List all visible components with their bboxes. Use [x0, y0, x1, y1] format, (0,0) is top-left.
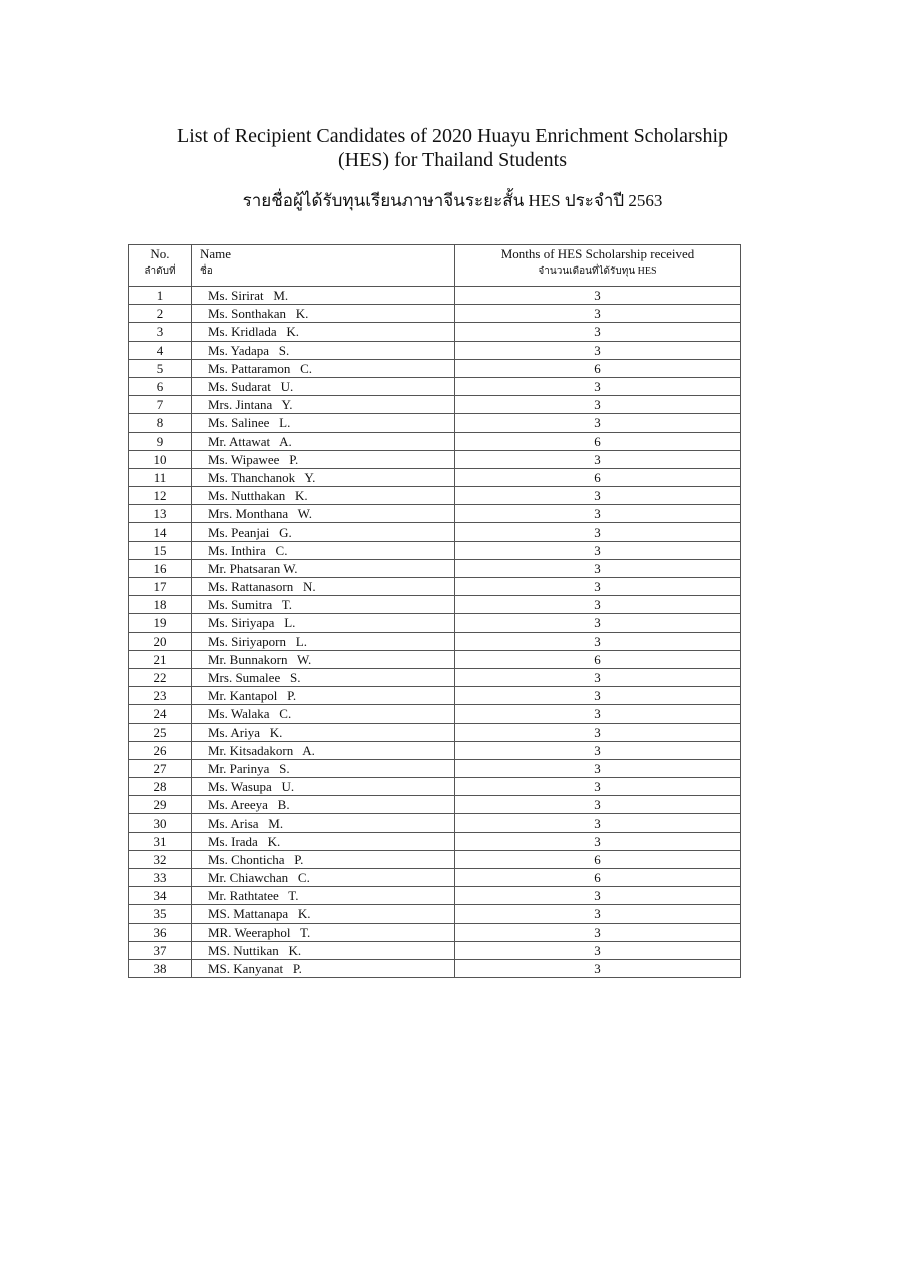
cell-name: Ms. Inthira C.: [192, 541, 455, 559]
cell-name: Ms. Ariya K.: [192, 723, 455, 741]
header-months: [455, 245, 741, 287]
header-name-label: Name: [200, 246, 232, 261]
table-row: [129, 850, 741, 868]
cell-no: 2: [129, 305, 192, 323]
table-row: [129, 923, 741, 941]
cell-no: 21: [129, 650, 192, 668]
cell-months: 3: [455, 305, 741, 323]
cell-months: 3: [455, 705, 741, 723]
cell-no: 34: [129, 887, 192, 905]
cell-no: 19: [129, 614, 192, 632]
cell-name: Ms. Pattaramon C.: [192, 359, 455, 377]
recipients-table: [128, 244, 741, 978]
cell-name: MR. Weeraphol T.: [192, 923, 455, 941]
cell-name: Mrs. Jintana Y.: [192, 396, 455, 414]
table-header-row: [129, 245, 741, 287]
cell-no: 14: [129, 523, 192, 541]
cell-months: 3: [455, 959, 741, 977]
cell-name: Mr. Chiawchan C.: [192, 869, 455, 887]
table-row: [129, 778, 741, 796]
cell-months: 6: [455, 650, 741, 668]
cell-no: 9: [129, 432, 192, 450]
cell-months: 3: [455, 596, 741, 614]
cell-no: 35: [129, 905, 192, 923]
cell-months: 3: [455, 687, 741, 705]
table-row: [129, 614, 741, 632]
cell-no: 24: [129, 705, 192, 723]
cell-months: 6: [455, 432, 741, 450]
cell-name: Ms. Irada K.: [192, 832, 455, 850]
cell-no: 31: [129, 832, 192, 850]
table-row: [129, 687, 741, 705]
header-months-label: Months of HES Scholarship received: [500, 246, 695, 261]
cell-no: 5: [129, 359, 192, 377]
cell-no: 33: [129, 869, 192, 887]
cell-months: 6: [455, 869, 741, 887]
cell-months: 3: [455, 541, 741, 559]
table-row: [129, 341, 741, 359]
cell-months: 3: [455, 396, 741, 414]
header-name: [192, 245, 455, 287]
cell-months: 3: [455, 450, 741, 468]
table-row: [129, 305, 741, 323]
cell-name: Ms. Siriyaporn L.: [192, 632, 455, 650]
cell-months: 3: [455, 578, 741, 596]
table-row: [129, 741, 741, 759]
cell-months: 3: [455, 287, 741, 305]
table-row: [129, 723, 741, 741]
cell-months: 3: [455, 905, 741, 923]
cell-no: 3: [129, 323, 192, 341]
cell-months: 3: [455, 723, 741, 741]
cell-name: Ms. Yadapa S.: [192, 341, 455, 359]
cell-months: 3: [455, 796, 741, 814]
table-row: [129, 359, 741, 377]
cell-months: 3: [455, 668, 741, 686]
cell-months: 3: [455, 377, 741, 395]
cell-name: Mr. Bunnakorn W.: [192, 650, 455, 668]
table-row: [129, 432, 741, 450]
cell-months: 3: [455, 887, 741, 905]
cell-name: Ms. Peanjai G.: [192, 523, 455, 541]
cell-no: 7: [129, 396, 192, 414]
cell-months: 3: [455, 505, 741, 523]
table-row: [129, 632, 741, 650]
cell-no: 25: [129, 723, 192, 741]
cell-name: MS. Nuttikan K.: [192, 941, 455, 959]
cell-no: 26: [129, 741, 192, 759]
document-subtitle-thai: รายชื่อผู้ได้รับทุนเรียนภาษาจีนระยะสั้น HES ประจำปี 2563: [242, 191, 663, 210]
document-title-line2: (HES) for Thailand Students: [337, 149, 568, 171]
cell-months: 3: [455, 832, 741, 850]
cell-name: MS. Mattanapa K.: [192, 905, 455, 923]
table-row: [129, 941, 741, 959]
cell-name: Ms. Rattanasorn N.: [192, 578, 455, 596]
cell-no: 17: [129, 578, 192, 596]
cell-months: 3: [455, 523, 741, 541]
cell-name: Ms. Nutthakan K.: [192, 487, 455, 505]
cell-no: 18: [129, 596, 192, 614]
cell-name: Mr. Attawat A.: [192, 432, 455, 450]
header-no: [129, 245, 192, 287]
cell-name: Ms. Sirirat M.: [192, 287, 455, 305]
header-no-label: No.: [150, 246, 170, 261]
cell-months: 3: [455, 632, 741, 650]
cell-name: Ms. Siriyapa L.: [192, 614, 455, 632]
table-row: [129, 869, 741, 887]
table-row: [129, 487, 741, 505]
table-row: [129, 323, 741, 341]
cell-no: 11: [129, 468, 192, 486]
cell-no: 16: [129, 559, 192, 577]
table-row: [129, 287, 741, 305]
cell-no: 30: [129, 814, 192, 832]
table-row: [129, 468, 741, 486]
table-row: [129, 541, 741, 559]
cell-name: Mr. Kantapol P.: [192, 687, 455, 705]
cell-months: 3: [455, 759, 741, 777]
cell-no: 12: [129, 487, 192, 505]
cell-no: 22: [129, 668, 192, 686]
table-row: [129, 559, 741, 577]
table-row: [129, 450, 741, 468]
table-row: [129, 905, 741, 923]
cell-months: 3: [455, 341, 741, 359]
cell-name: Mr. Kitsadakorn A.: [192, 741, 455, 759]
table-row: [129, 705, 741, 723]
cell-no: 4: [129, 341, 192, 359]
cell-name: Mr. Rathtatee T.: [192, 887, 455, 905]
cell-no: 6: [129, 377, 192, 395]
document-title: List of Recipient Candidates of 2020 Huayu Enrichment Scholarship: [177, 125, 728, 147]
cell-name: Ms. Salinee L.: [192, 414, 455, 432]
cell-months: 3: [455, 614, 741, 632]
table-row: [129, 796, 741, 814]
cell-months: 3: [455, 487, 741, 505]
cell-no: 1: [129, 287, 192, 305]
cell-no: 13: [129, 505, 192, 523]
cell-months: 6: [455, 850, 741, 868]
table-row: [129, 759, 741, 777]
cell-name: Ms. Wasupa U.: [192, 778, 455, 796]
cell-no: 15: [129, 541, 192, 559]
cell-no: 36: [129, 923, 192, 941]
header-months-thai: จำนวนเดือนที่ได้รับทุน HES: [538, 266, 657, 277]
cell-months: 3: [455, 778, 741, 796]
cell-no: 20: [129, 632, 192, 650]
header-no-thai: ลำดับที่: [144, 266, 176, 277]
cell-no: 37: [129, 941, 192, 959]
table-row: [129, 596, 741, 614]
cell-no: 23: [129, 687, 192, 705]
cell-no: 29: [129, 796, 192, 814]
cell-no: 28: [129, 778, 192, 796]
table-row: [129, 505, 741, 523]
table-row: [129, 959, 741, 977]
cell-name: Ms. Sudarat U.: [192, 377, 455, 395]
table-row: [129, 523, 741, 541]
cell-name: Ms. Chonticha P.: [192, 850, 455, 868]
table-row: [129, 377, 741, 395]
cell-months: 3: [455, 923, 741, 941]
cell-name: Ms. Sonthakan K.: [192, 305, 455, 323]
cell-months: 3: [455, 559, 741, 577]
cell-name: Mrs. Sumalee S.: [192, 668, 455, 686]
cell-name: Ms. Walaka C.: [192, 705, 455, 723]
cell-no: 27: [129, 759, 192, 777]
table-row: [129, 396, 741, 414]
cell-months: 3: [455, 323, 741, 341]
cell-no: 10: [129, 450, 192, 468]
cell-name: Mr. Phatsaran W.: [192, 559, 455, 577]
cell-months: 6: [455, 359, 741, 377]
cell-name: Mrs. Monthana W.: [192, 505, 455, 523]
cell-name: Ms. Thanchanok Y.: [192, 468, 455, 486]
cell-months: 3: [455, 741, 741, 759]
cell-name: MS. Kanyanat P.: [192, 959, 455, 977]
header-name-thai: ชื่อ: [200, 266, 213, 277]
cell-no: 32: [129, 850, 192, 868]
cell-months: 3: [455, 414, 741, 432]
table-row: [129, 650, 741, 668]
table-row: [129, 832, 741, 850]
cell-name: Ms. Areeya B.: [192, 796, 455, 814]
cell-no: 38: [129, 959, 192, 977]
table-row: [129, 578, 741, 596]
table-row: [129, 887, 741, 905]
table-row: [129, 814, 741, 832]
cell-name: Ms. Arisa M.: [192, 814, 455, 832]
cell-name: Mr. Parinya S.: [192, 759, 455, 777]
table-row: [129, 414, 741, 432]
cell-no: 8: [129, 414, 192, 432]
cell-name: Ms. Wipawee P.: [192, 450, 455, 468]
cell-months: 3: [455, 941, 741, 959]
cell-name: Ms. Sumitra T.: [192, 596, 455, 614]
table-row: [129, 668, 741, 686]
cell-months: 3: [455, 814, 741, 832]
cell-months: 6: [455, 468, 741, 486]
cell-name: Ms. Kridlada K.: [192, 323, 455, 341]
